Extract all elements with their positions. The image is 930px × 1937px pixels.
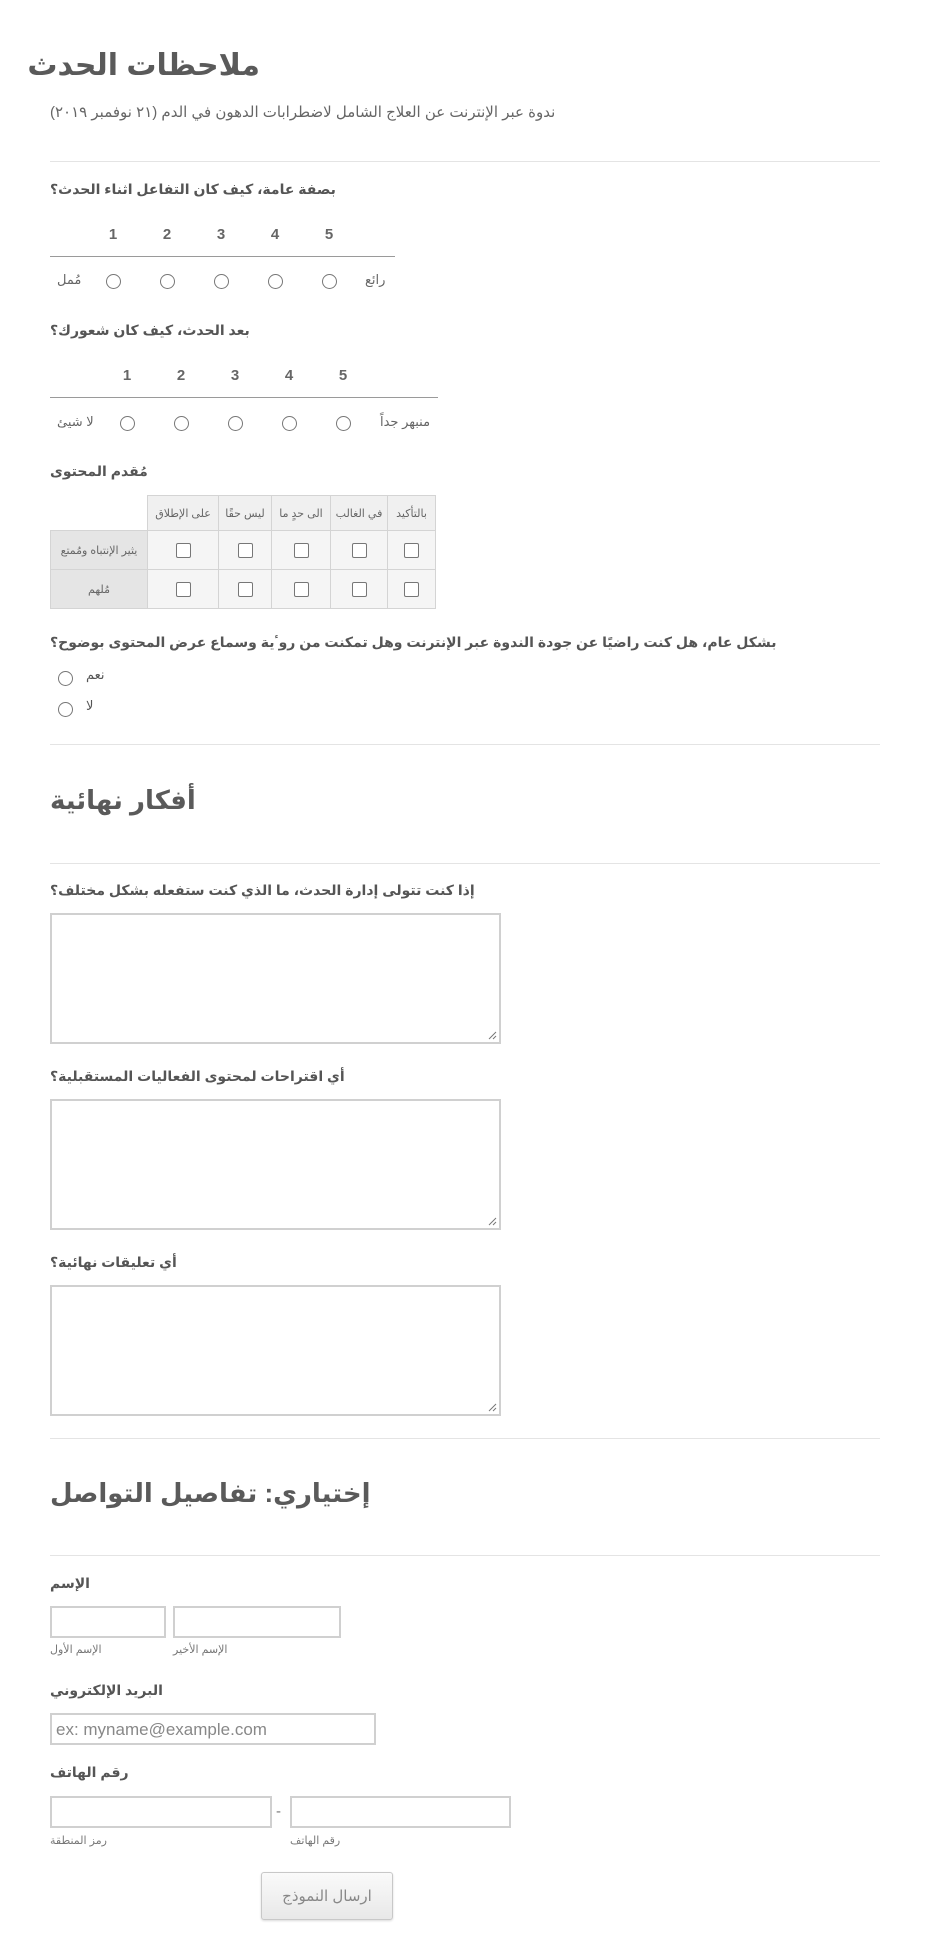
last-name-input[interactable]: [173, 1606, 341, 1638]
rating-radio-5[interactable]: [336, 416, 351, 431]
option-radio-yes[interactable]: [58, 671, 73, 686]
matrix-column-header: ليس حقًا: [219, 496, 272, 531]
matrix-column-header: الى حدٍ ما: [272, 496, 331, 531]
matrix-cell: [388, 531, 436, 570]
email-label: البريد الإلكتروني: [50, 1682, 163, 1698]
matrix-cell: [219, 531, 272, 570]
scale-low-label: مُمل: [57, 272, 82, 287]
divider: [50, 161, 880, 162]
question-label-satisfaction: بشكل عام، هل كنت راضيًا عن جودة الندوة عبر الإنترنت وهل تمكنت من روٴية وسماع عرض المحتوى بوضوح؟: [50, 634, 777, 650]
matrix-row: [51, 531, 436, 570]
section-title-final-thoughts: أفكار نهائية: [50, 785, 196, 815]
submit-button[interactable]: ارسال النموذج: [261, 1872, 393, 1920]
matrix-cell: [219, 570, 272, 609]
matrix-checkbox[interactable]: [294, 582, 309, 597]
scale-number: 4: [284, 367, 294, 384]
area-code-sublabel: رمز المنطقة: [50, 1835, 107, 1847]
scale-number: 2: [176, 367, 186, 384]
section-title-contact: إختياري: تفاصيل التواصل: [50, 1478, 371, 1508]
email-field[interactable]: ex: myname@example.com: [50, 1713, 376, 1745]
divider: [50, 863, 880, 864]
divider: [50, 1555, 880, 1556]
scale-number: 3: [216, 226, 226, 243]
question-label-feeling: بعد الحدث، كيف كان شعورك؟: [50, 322, 250, 338]
scale-rating-engagement: [50, 222, 400, 297]
scale-number: 1: [108, 226, 118, 243]
rating-radio-4[interactable]: [268, 274, 283, 289]
matrix-column-header: على الإطلاق: [148, 496, 219, 531]
matrix-checkbox[interactable]: [352, 543, 367, 558]
scale-high-label: منبهر جداً: [380, 414, 431, 429]
scale-number: 2: [162, 226, 172, 243]
matrix-column-header: بالتأكيد: [388, 496, 436, 531]
question-label-presenter: مُقدم المحتوى: [50, 463, 148, 479]
matrix-cell: [272, 531, 331, 570]
phone-label: رقم الهاتف: [50, 1764, 129, 1780]
resize-handle-icon[interactable]: [487, 1030, 497, 1040]
matrix-column-header: في الغالب: [331, 496, 388, 531]
rating-radio-2[interactable]: [174, 416, 189, 431]
matrix-cell: [388, 570, 436, 609]
area-code-input[interactable]: [50, 1796, 272, 1828]
matrix-checkbox[interactable]: [176, 543, 191, 558]
question-label-final-comments: أي تعليقات نهائية؟: [50, 1254, 177, 1270]
rating-radio-5[interactable]: [322, 274, 337, 289]
matrix-checkbox[interactable]: [404, 582, 419, 597]
name-label: الإسم: [50, 1575, 90, 1591]
matrix-row: [51, 570, 436, 609]
resize-handle-icon[interactable]: [487, 1216, 497, 1226]
textarea-suggestions[interactable]: [50, 1099, 501, 1230]
scale-number: 4: [270, 226, 280, 243]
question-label-differently: إذا كنت تتولى إدارة الحدث، ما الذي كنت ستفعله بشكل مختلف؟: [50, 882, 475, 898]
resize-handle-icon[interactable]: [487, 1402, 497, 1412]
scale-rating-feeling: [50, 363, 450, 438]
first-name-sublabel: الإسم الأول: [50, 1644, 102, 1656]
matrix-checkbox[interactable]: [238, 582, 253, 597]
scale-divider: [50, 256, 395, 257]
matrix-cell: [331, 570, 388, 609]
matrix-cell: [148, 531, 219, 570]
scale-number: 3: [230, 367, 240, 384]
textarea-differently[interactable]: [50, 913, 501, 1044]
option-label-yes: نعم: [86, 667, 105, 682]
matrix-checkbox[interactable]: [238, 543, 253, 558]
rating-radio-1[interactable]: [106, 274, 121, 289]
option-radio-no[interactable]: [58, 702, 73, 717]
rating-radio-3[interactable]: [214, 274, 229, 289]
scale-number: 5: [324, 226, 334, 243]
matrix-checkbox[interactable]: [404, 543, 419, 558]
matrix-checkbox[interactable]: [294, 543, 309, 558]
question-label-suggestions: أي اقتراحات لمحتوى الفعاليات المستقبلية؟: [50, 1068, 345, 1084]
rating-radio-3[interactable]: [228, 416, 243, 431]
scale-divider: [50, 397, 438, 398]
matrix-row-label: مُلهم: [51, 570, 148, 609]
matrix-cell: [272, 570, 331, 609]
rating-radio-1[interactable]: [120, 416, 135, 431]
matrix-corner: [51, 496, 148, 531]
phone-separator: -: [276, 1803, 281, 1820]
matrix-checkbox[interactable]: [352, 582, 367, 597]
scale-number: 1: [122, 367, 132, 384]
presenter-matrix: [50, 495, 436, 609]
scale-number: 5: [338, 367, 348, 384]
question-label-engagement: بصفة عامة، كيف كان التفاعل اثناء الحدث؟: [50, 181, 336, 197]
divider: [50, 1438, 880, 1439]
matrix-row-label: يثير الإنتباه ومُمتع: [51, 531, 148, 570]
first-name-input[interactable]: [50, 1606, 166, 1638]
option-label-no: لا: [86, 698, 94, 713]
last-name-sublabel: الإسم الأخير: [173, 1644, 228, 1656]
form-subtitle: ندوة عبر الإنترنت عن العلاج الشامل لاضطرابات الدهون في الدم (٢١ نوفمبر ٢٠١٩): [50, 104, 556, 121]
form-title: ملاحظات الحدث: [27, 49, 260, 82]
matrix-cell: [331, 531, 388, 570]
phone-number-input[interactable]: [290, 1796, 511, 1828]
scale-low-label: لا شيئ: [57, 414, 94, 429]
rating-radio-4[interactable]: [282, 416, 297, 431]
divider: [50, 744, 880, 745]
matrix-cell: [148, 570, 219, 609]
matrix-checkbox[interactable]: [176, 582, 191, 597]
scale-high-label: رائع: [365, 272, 386, 287]
phone-number-sublabel: رقم الهاتف: [290, 1835, 341, 1847]
rating-radio-2[interactable]: [160, 274, 175, 289]
textarea-final-comments[interactable]: [50, 1285, 501, 1416]
